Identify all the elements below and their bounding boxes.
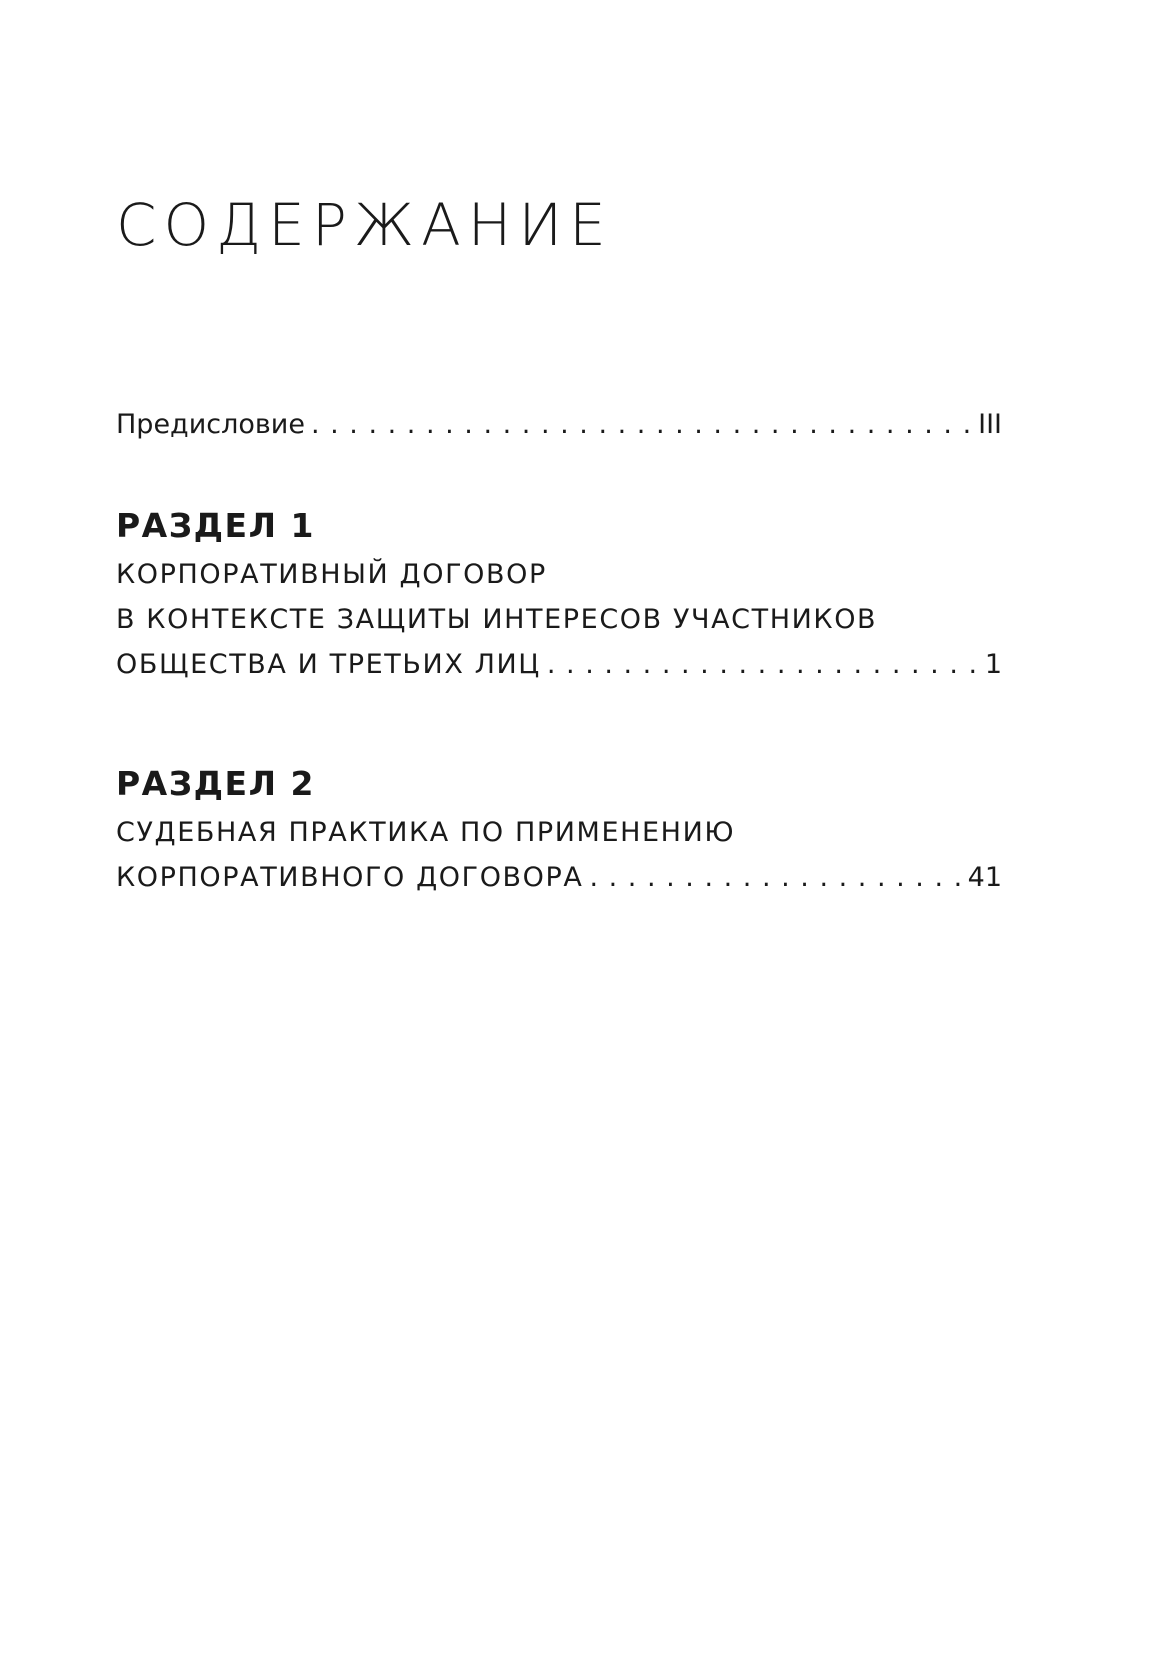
section-title-line: В КОНТЕКСТЕ ЗАЩИТЫ ИНТЕРЕСОВ УЧАСТНИКОВ xyxy=(116,604,878,635)
toc-section-2[interactable] xyxy=(116,762,1002,900)
toc-line xyxy=(116,552,1002,597)
toc-line xyxy=(116,810,1002,855)
toc-page-number: 1 xyxy=(984,649,1002,680)
toc-line xyxy=(116,855,1002,900)
toc-section-1[interactable] xyxy=(116,504,1002,687)
section-title-line: КОРПОРАТИВНЫЙ ДОГОВОР xyxy=(116,559,547,590)
toc-page-number: III xyxy=(978,409,1002,440)
section-heading: РАЗДЕЛ 1 xyxy=(116,506,315,545)
section-heading: РАЗДЕЛ 2 xyxy=(116,764,315,803)
toc-page-number: 41 xyxy=(967,862,1002,893)
section-title-line: СУДЕБНАЯ ПРАКТИКА ПО ПРИМЕНЕНИЮ xyxy=(116,817,736,848)
section-title-line: ОБЩЕСТВА И ТРЕТЬИХ ЛИЦ xyxy=(116,649,541,680)
toc-line xyxy=(116,597,1002,642)
toc-line xyxy=(116,642,1002,687)
dot-leader xyxy=(589,855,961,900)
toc-line xyxy=(116,402,1002,447)
section-title-line: КОРПОРАТИВНОГО ДОГОВОРА xyxy=(116,862,584,893)
page-title: СОДЕРЖАНИЕ xyxy=(116,191,613,259)
dot-leader xyxy=(547,642,979,687)
toc-entry-label: Предисловие xyxy=(116,409,305,440)
toc-entry-preface[interactable] xyxy=(116,402,1002,447)
dot-leader xyxy=(311,402,972,447)
